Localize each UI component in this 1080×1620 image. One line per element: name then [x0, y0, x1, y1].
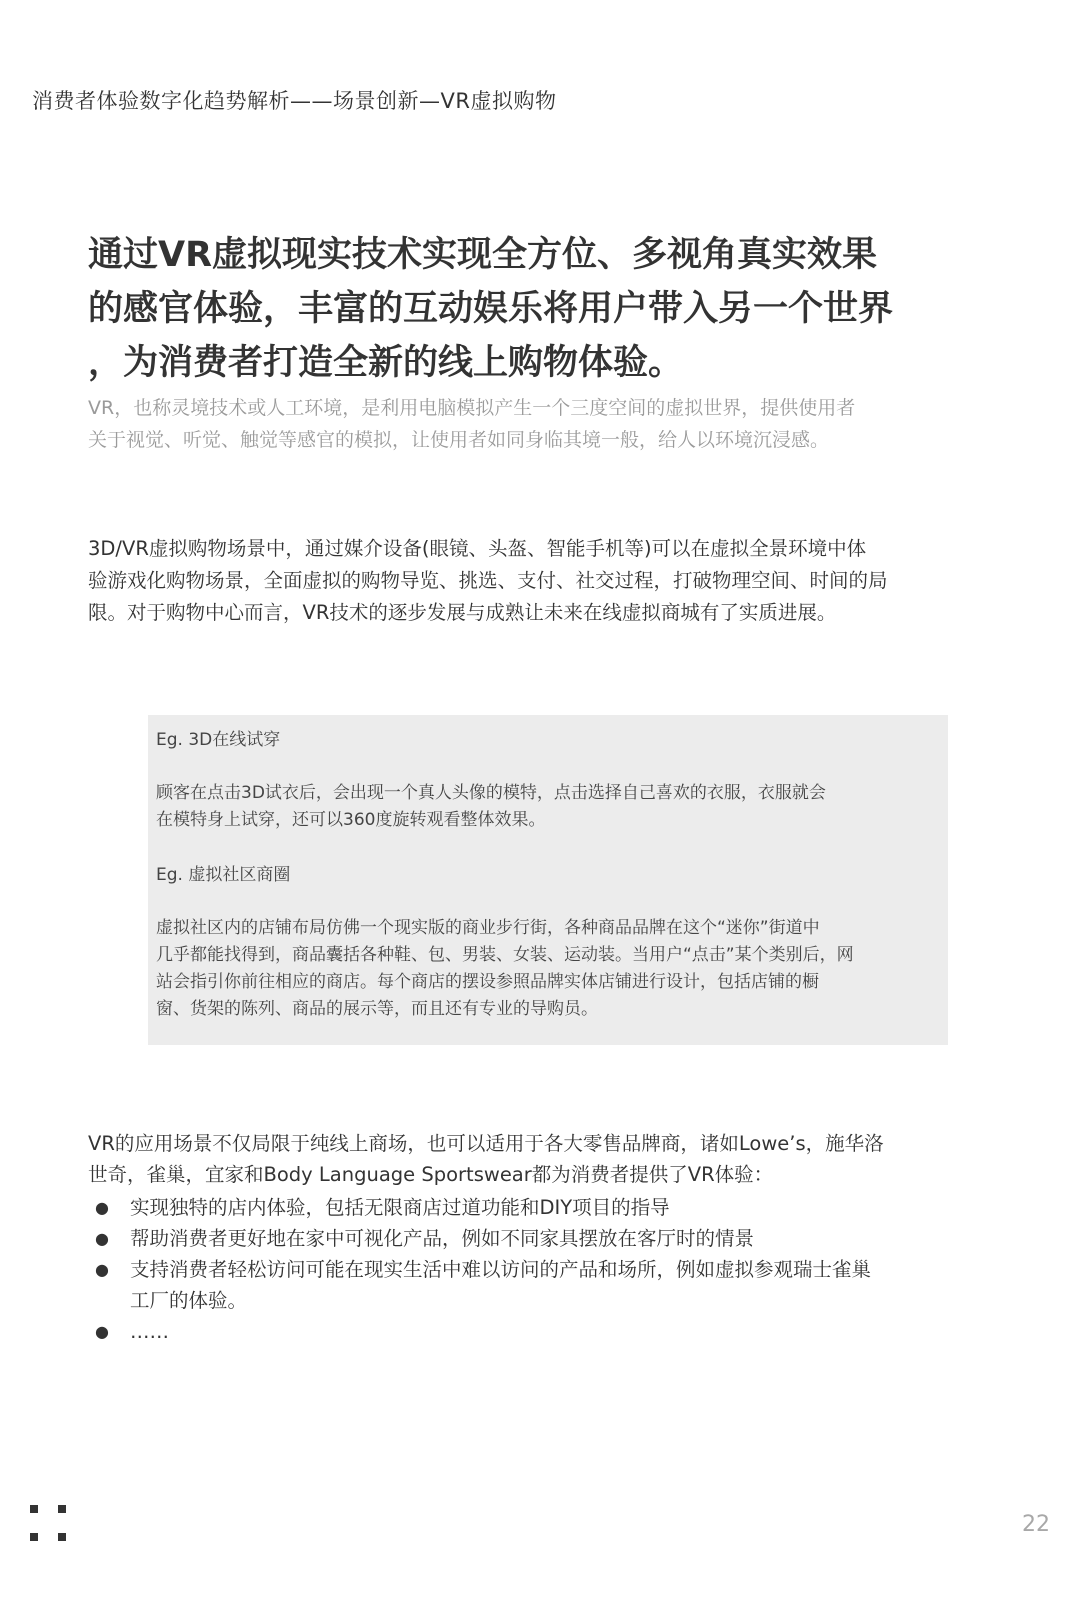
breadcrumb: 消费者体验数字化趋势解析——场景创新—VR虚拟购物 [32, 89, 557, 113]
page-number: 22 [1022, 1512, 1050, 1537]
list-item-text: 支持消费者轻松访问可能在现实生活中难以访问的产品和场所，例如虚拟参观瑞士雀巢 [130, 1258, 872, 1281]
headline [88, 228, 988, 390]
example-text-line: 顾客在点击3D试衣后，会出现一个真人头像的模特，点击选择自己喜欢的衣服，衣服就会 [156, 783, 826, 803]
example-text-line: 在模特身上试穿，还可以360度旋转观看整体效果。 [156, 810, 546, 830]
paragraph-line: 验游戏化购物场景，全面虚拟的购物导览、挑选、支付、社交过程，打破物理空间、时间的局 [88, 569, 888, 592]
list-item [95, 1192, 995, 1223]
list-item [95, 1254, 995, 1316]
body-paragraph [88, 533, 1008, 629]
headline-line: 的感官体验，丰富的互动娱乐将用户带入另一个世界 [88, 289, 894, 329]
bullet-icon: ● [95, 1229, 109, 1248]
vr-bullet-list [95, 1192, 995, 1347]
bullet-icon: ● [95, 1260, 109, 1279]
example-text-line: 几乎都能找得到，商品囊括各种鞋、包、男装、女装、运动装。当用户“点击”某个类别后，网 [156, 945, 854, 965]
vr-intro-line: 世奇，雀巢，宜家和Body Language Sportswear都为消费者提供了VR体验： [88, 1163, 774, 1186]
vr-section-intro [88, 1128, 1008, 1190]
bullet-icon: ● [95, 1322, 109, 1341]
example-title: Eg. 虚拟社区商圈 [156, 865, 291, 885]
list-item-text: 实现独特的店内体验，包括无限商店过道功能和DIY项目的指导 [130, 1196, 670, 1219]
example-title: Eg. 3D在线试穿 [156, 730, 281, 750]
list-item-text: 工厂的体验。 [130, 1289, 248, 1312]
headline-line: 通过VR虚拟现实技术实现全方位、多视角真实效果 [88, 235, 878, 275]
bullet-icon: ● [95, 1198, 109, 1217]
examples-box [148, 715, 948, 1045]
paragraph-line: 3D/VR虚拟购物场景中，通过媒介设备(眼镜、头盔、智能手机等)可以在虚拟全景环境中体 [88, 537, 867, 560]
intro-line: VR，也称灵境技术或人工环境，是利用电脑模拟产生一个三度空间的虚拟世界，提供使用者 [88, 397, 856, 419]
intro-line: 关于视觉、听觉、触觉等感官的模拟，让使用者如同身临其境一般，给人以环境沉浸感。 [88, 429, 830, 451]
headline-line: ，为消费者打造全新的线上购物体验。 [88, 343, 684, 383]
example-text-line: 窗、货架的陈列、商品的展示等，而且还有专业的导购员。 [156, 999, 598, 1019]
list-item-text: …… [130, 1320, 169, 1343]
example-text-line: 站会指引你前往相应的商店。每个商店的摆设参照品牌实体店铺进行设计，包括店铺的橱 [156, 972, 819, 992]
intro-text [88, 392, 1008, 456]
list-item [95, 1316, 995, 1347]
paragraph-line: 限。对于购物中心而言，VR技术的逐步发展与成熟让未来在线虚拟商城有了实质进展。 [88, 601, 837, 624]
example-text-line: 虚拟社区内的店铺布局仿佛一个现实版的商业步行街，各种商品品牌在这个“迷你”街道中 [156, 918, 820, 938]
list-item-text: 帮助消费者更好地在家中可视化产品，例如不同家具摆放在客厅时的情景 [130, 1227, 755, 1250]
list-item [95, 1223, 995, 1254]
vr-intro-line: VR的应用场景不仅局限于纯线上商场，也可以适用于各大零售品牌商，诸如Lowe’s，施华洛 [88, 1132, 884, 1155]
corner-dots-icon [30, 1505, 70, 1545]
